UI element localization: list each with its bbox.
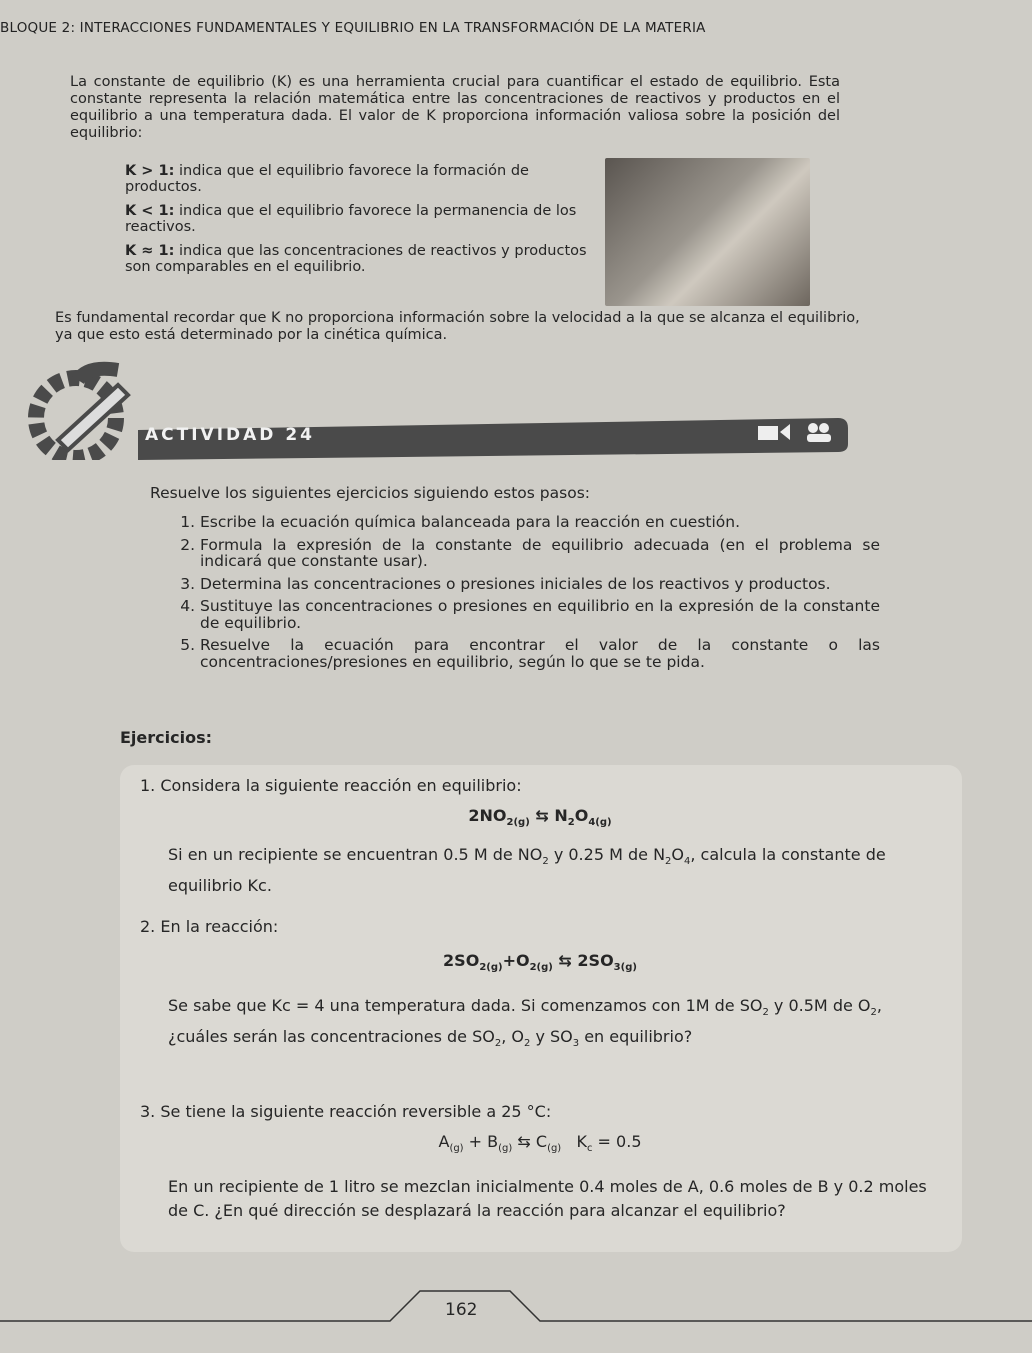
k-item — [125, 163, 605, 195]
footer-line — [0, 1285, 1032, 1325]
steps-section — [150, 484, 880, 676]
chapter-header: BLOQUE 2: INTERACCIONES FUNDAMENTALES Y EQUILIBRIO EN LA TRANSFORMACIÓN DE LA MATERIA — [0, 20, 706, 36]
exercise-3 — [140, 1100, 940, 1223]
intro-paragraph: La constante de equilibrio (K) es una herramienta crucial para cuantificar el estado de equilibrio. Esta constante representa la relación matemática entre las concentraciones de reactivos y productos en el equilibrio a una temperatura dada. El valor de K proporciona información valiosa sobre la posición del equilibrio: — [70, 74, 840, 141]
page-number: 162 — [445, 1300, 478, 1320]
step-item: 4. Sustituye las concentraciones o presiones en equilibrio en la expresión de la constante de equilibrio. — [200, 598, 880, 631]
ex-intro: En la reacción: — [160, 917, 279, 936]
ex-text: En un recipiente de 1 litro se mezclan inicialmente 0.4 moles de A, 0.6 moles de B y 0.2 moles de C. ¿En qué dirección se desplazará la reacción para alcanzar el equilibrio? — [168, 1177, 927, 1221]
fundamental-note: Es fundamental recordar que K no proporciona información sobre la velocidad a la que se alcanza el equilibrio, ya que esto está determinado por la cinética química. — [55, 310, 860, 343]
exercise-1 — [140, 774, 940, 898]
ex-intro: Se tiene la siguiente reacción reversible a 25 °C: — [160, 1102, 552, 1121]
k-label: K < 1: — [125, 203, 175, 219]
ex-num: 1. — [140, 776, 156, 795]
activity-title: ACTIVIDAD 24 — [145, 425, 315, 445]
ex-intro: Considera la siguiente reacción en equilibrio: — [160, 776, 522, 795]
k-label: K > 1: — [125, 163, 175, 179]
step-item: 3. Determina las concentraciones o presiones iniciales de los reactivos y productos. — [200, 576, 880, 593]
ex-text: Si en un recipiente se encuentran 0.5 M de $NO_2$ y 0.25 M de $N_2O_4$, calcula la constante de equilibrio Kc. — [168, 845, 886, 896]
ex-num: 2. — [140, 917, 156, 936]
exercises-heading: Ejercicios: — [120, 728, 213, 747]
k-text: indica que las concentraciones de reactivos y productos son comparables en el equilibrio. — [125, 243, 587, 275]
step-item: 1. Escribe la ecuación química balanceada para la reacción en cuestión. — [200, 514, 880, 531]
activity-banner — [18, 360, 848, 460]
k-text: indica que el equilibrio favorece la permanencia de los reactivos. — [125, 203, 577, 235]
k-item — [125, 203, 605, 235]
equation: $2SO_{2(g)}+O_{2(g)}$ ⇆ $2SO_{3(g)}$ — [443, 951, 637, 974]
lab-photo — [605, 158, 810, 306]
equation: $A_{(g)} + B_{(g)}$ ⇆ $C_{(g)}$ $K_c = 0.5$ — [438, 1132, 642, 1155]
instructions: Resuelve los siguientes ejercicios siguiendo estos pasos: — [150, 484, 590, 502]
step-item: 5. Resuelve la ecuación para encontrar el valor de la constante o las concentraciones/presiones en equilibrio, según lo que se te pida. — [200, 637, 880, 670]
exercise-2 — [140, 915, 940, 1057]
ex-num: 3. — [140, 1102, 156, 1121]
k-text: indica que el equilibrio favorece la formación de productos. — [125, 163, 529, 195]
k-label: K ≈ 1: — [125, 243, 175, 259]
equation: $2NO_{2(g)}$ ⇆ $N_2O_{4(g)}$ — [468, 806, 612, 829]
step-item: 2. Formula la expresión de la constante de equilibrio adecuada (en el problema se indicará que constante usar). — [200, 537, 880, 570]
ex-text: Se sabe que Kc = 4 una temperatura dada. Si comenzamos con 1M de $SO_2$ y 0.5M de $O_2$, ¿cuáles serán las concentraciones de $SO_2$, $O_2$ y $SO_3$ en equilibrio? — [168, 996, 882, 1050]
k-item — [125, 243, 605, 275]
